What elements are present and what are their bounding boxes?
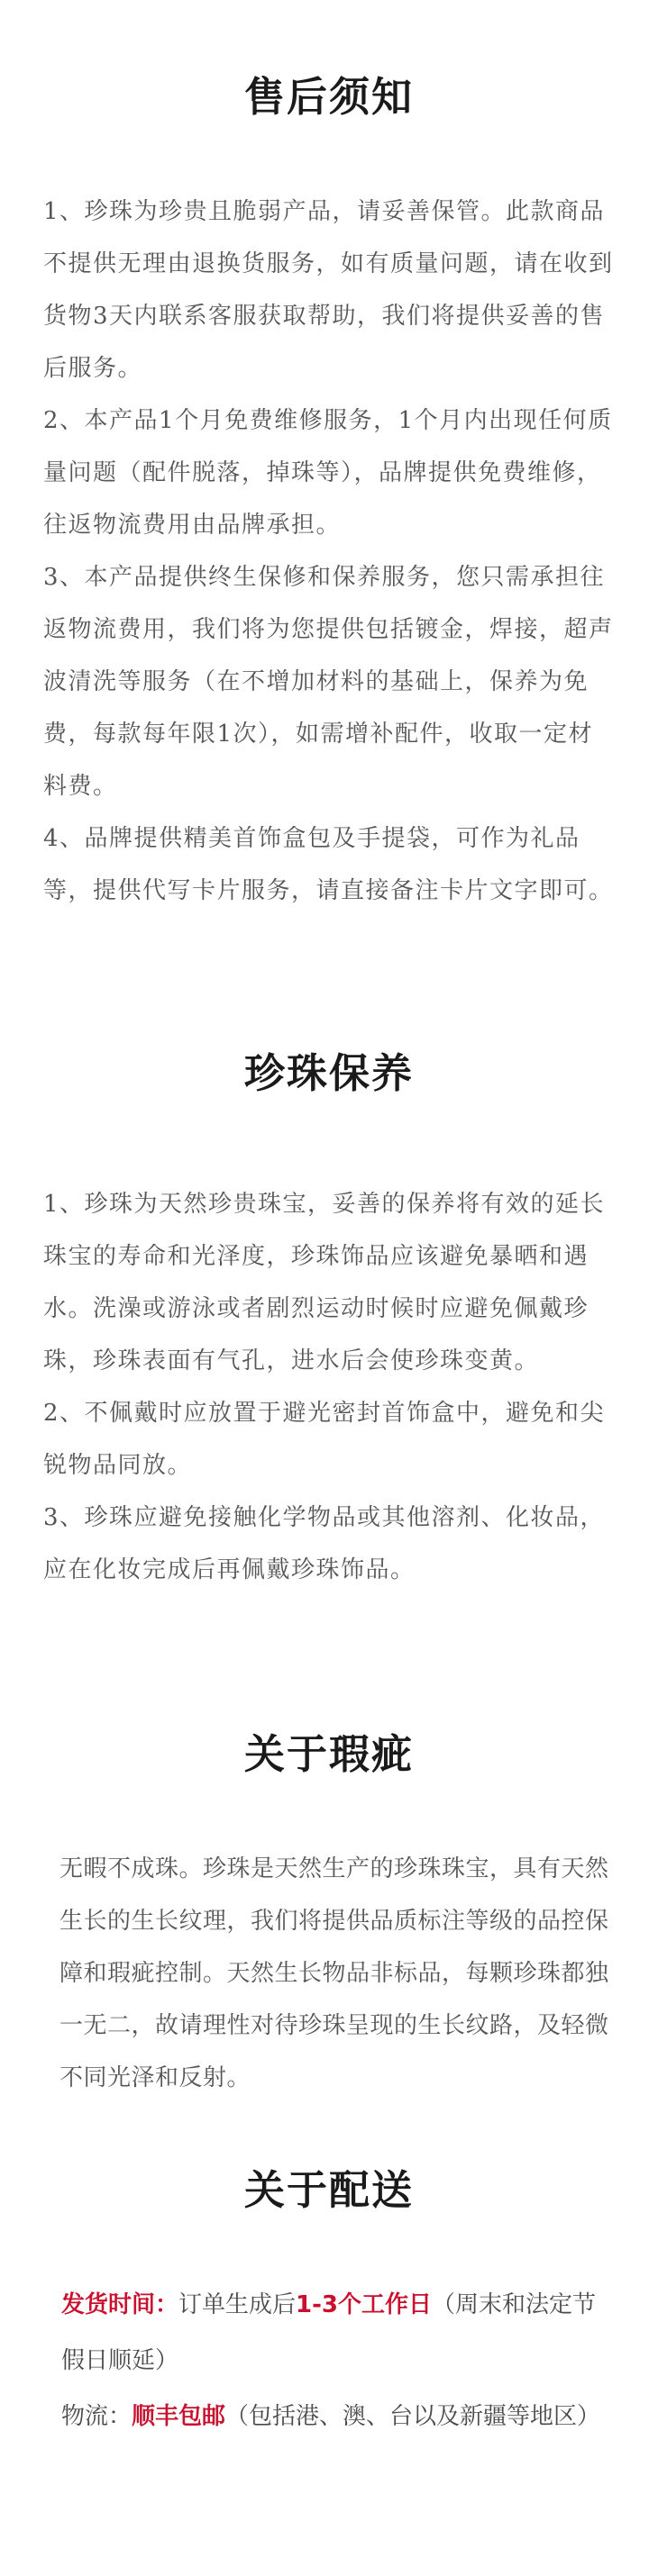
shipping-content xyxy=(61,2277,617,2444)
after-sales-content xyxy=(43,186,617,917)
flaws-content xyxy=(59,1843,611,2104)
logistics-label: 物流： xyxy=(61,2403,133,2430)
pearl-care-item-2: 2、不佩戴时应放置于避光密封首饰盒中，避免和尖锐物品同放。 xyxy=(43,1400,606,1479)
after-sales-item-1: 1、珍珠为珍贵且脆弱产品，请妥善保管。此款商品不提供无理由退换货服务，如有质量问题，请在收到货物3天内联系客服获取帮助，我们将提供妥善的售后服务。 xyxy=(43,198,614,382)
logistics-note: （包括港、澳、台以及新疆等地区） xyxy=(225,2403,601,2430)
pearl-care-title: 珍珠保养 xyxy=(243,1049,414,1097)
after-sales-item-2: 2、本产品1个月免费维修服务，1个月内出现任何质量问题（配件脱落，掉珠等），品牌提供免费维修，往返物流费用由品牌承担。 xyxy=(43,407,613,539)
logistics-line xyxy=(61,2389,617,2444)
after-sales-item-4: 4、品牌提供精美首饰盒包及手提袋，可作为礼品等，提供代写卡片服务，请直接备注卡片文字即可。 xyxy=(43,825,614,904)
shipping-time-note: （周末和法定节假日顺延） xyxy=(61,2291,597,2374)
logistics-highlight: 顺丰包邮 xyxy=(132,2403,226,2430)
shipping-time-text: 订单生成后 xyxy=(178,2291,297,2318)
pearl-care-content xyxy=(43,1178,617,1596)
flaws-text: 无暇不成珠。珍珠是天然生产的珍珠珠宝，具有天然生长的生长纹理，我们将提供品质标注等级的品控保障和瑕疵控制。天然生长物品非标品，每颗珍珠都独一无二，故请理性对待珍珠呈现的生长纹路，及轻微不同光泽和反射。 xyxy=(59,1855,609,2091)
flaws-title: 关于瑕疵 xyxy=(243,1730,414,1778)
after-sales-item-3: 3、本产品提供终生保修和保养服务，您只需承担往返物流费用，我们将为您提供包括镀金，焊接，超声波清洗等服务（在不增加材料的基础上，保养为免费，每款每年限1次），如需增补配件，收取一定材料费。 xyxy=(43,564,614,800)
shipping-title: 关于配送 xyxy=(243,2166,414,2214)
pearl-care-item-3: 3、珍珠应避免接触化学物品或其他溶剂、化妆品，应在化妆完成后再佩戴珍珠饰品。 xyxy=(43,1504,606,1583)
shipping-time-days: 1-3个工作日 xyxy=(296,2291,433,2318)
shipping-time-label: 发货时间： xyxy=(61,2291,179,2318)
shipping-time-line xyxy=(61,2277,617,2389)
pearl-care-item-1: 1、珍珠为天然珍贵珠宝，妥善的保养将有效的延长珠宝的寿命和光泽度，珍珠饰品应该避免暴晒和遇水。洗澡或游泳或者剧烈运动时候时应避免佩戴珍珠，珍珠表面有气孔，进水后会使珍珠变黄。 xyxy=(43,1191,606,1374)
after-sales-title: 售后须知 xyxy=(243,73,414,121)
